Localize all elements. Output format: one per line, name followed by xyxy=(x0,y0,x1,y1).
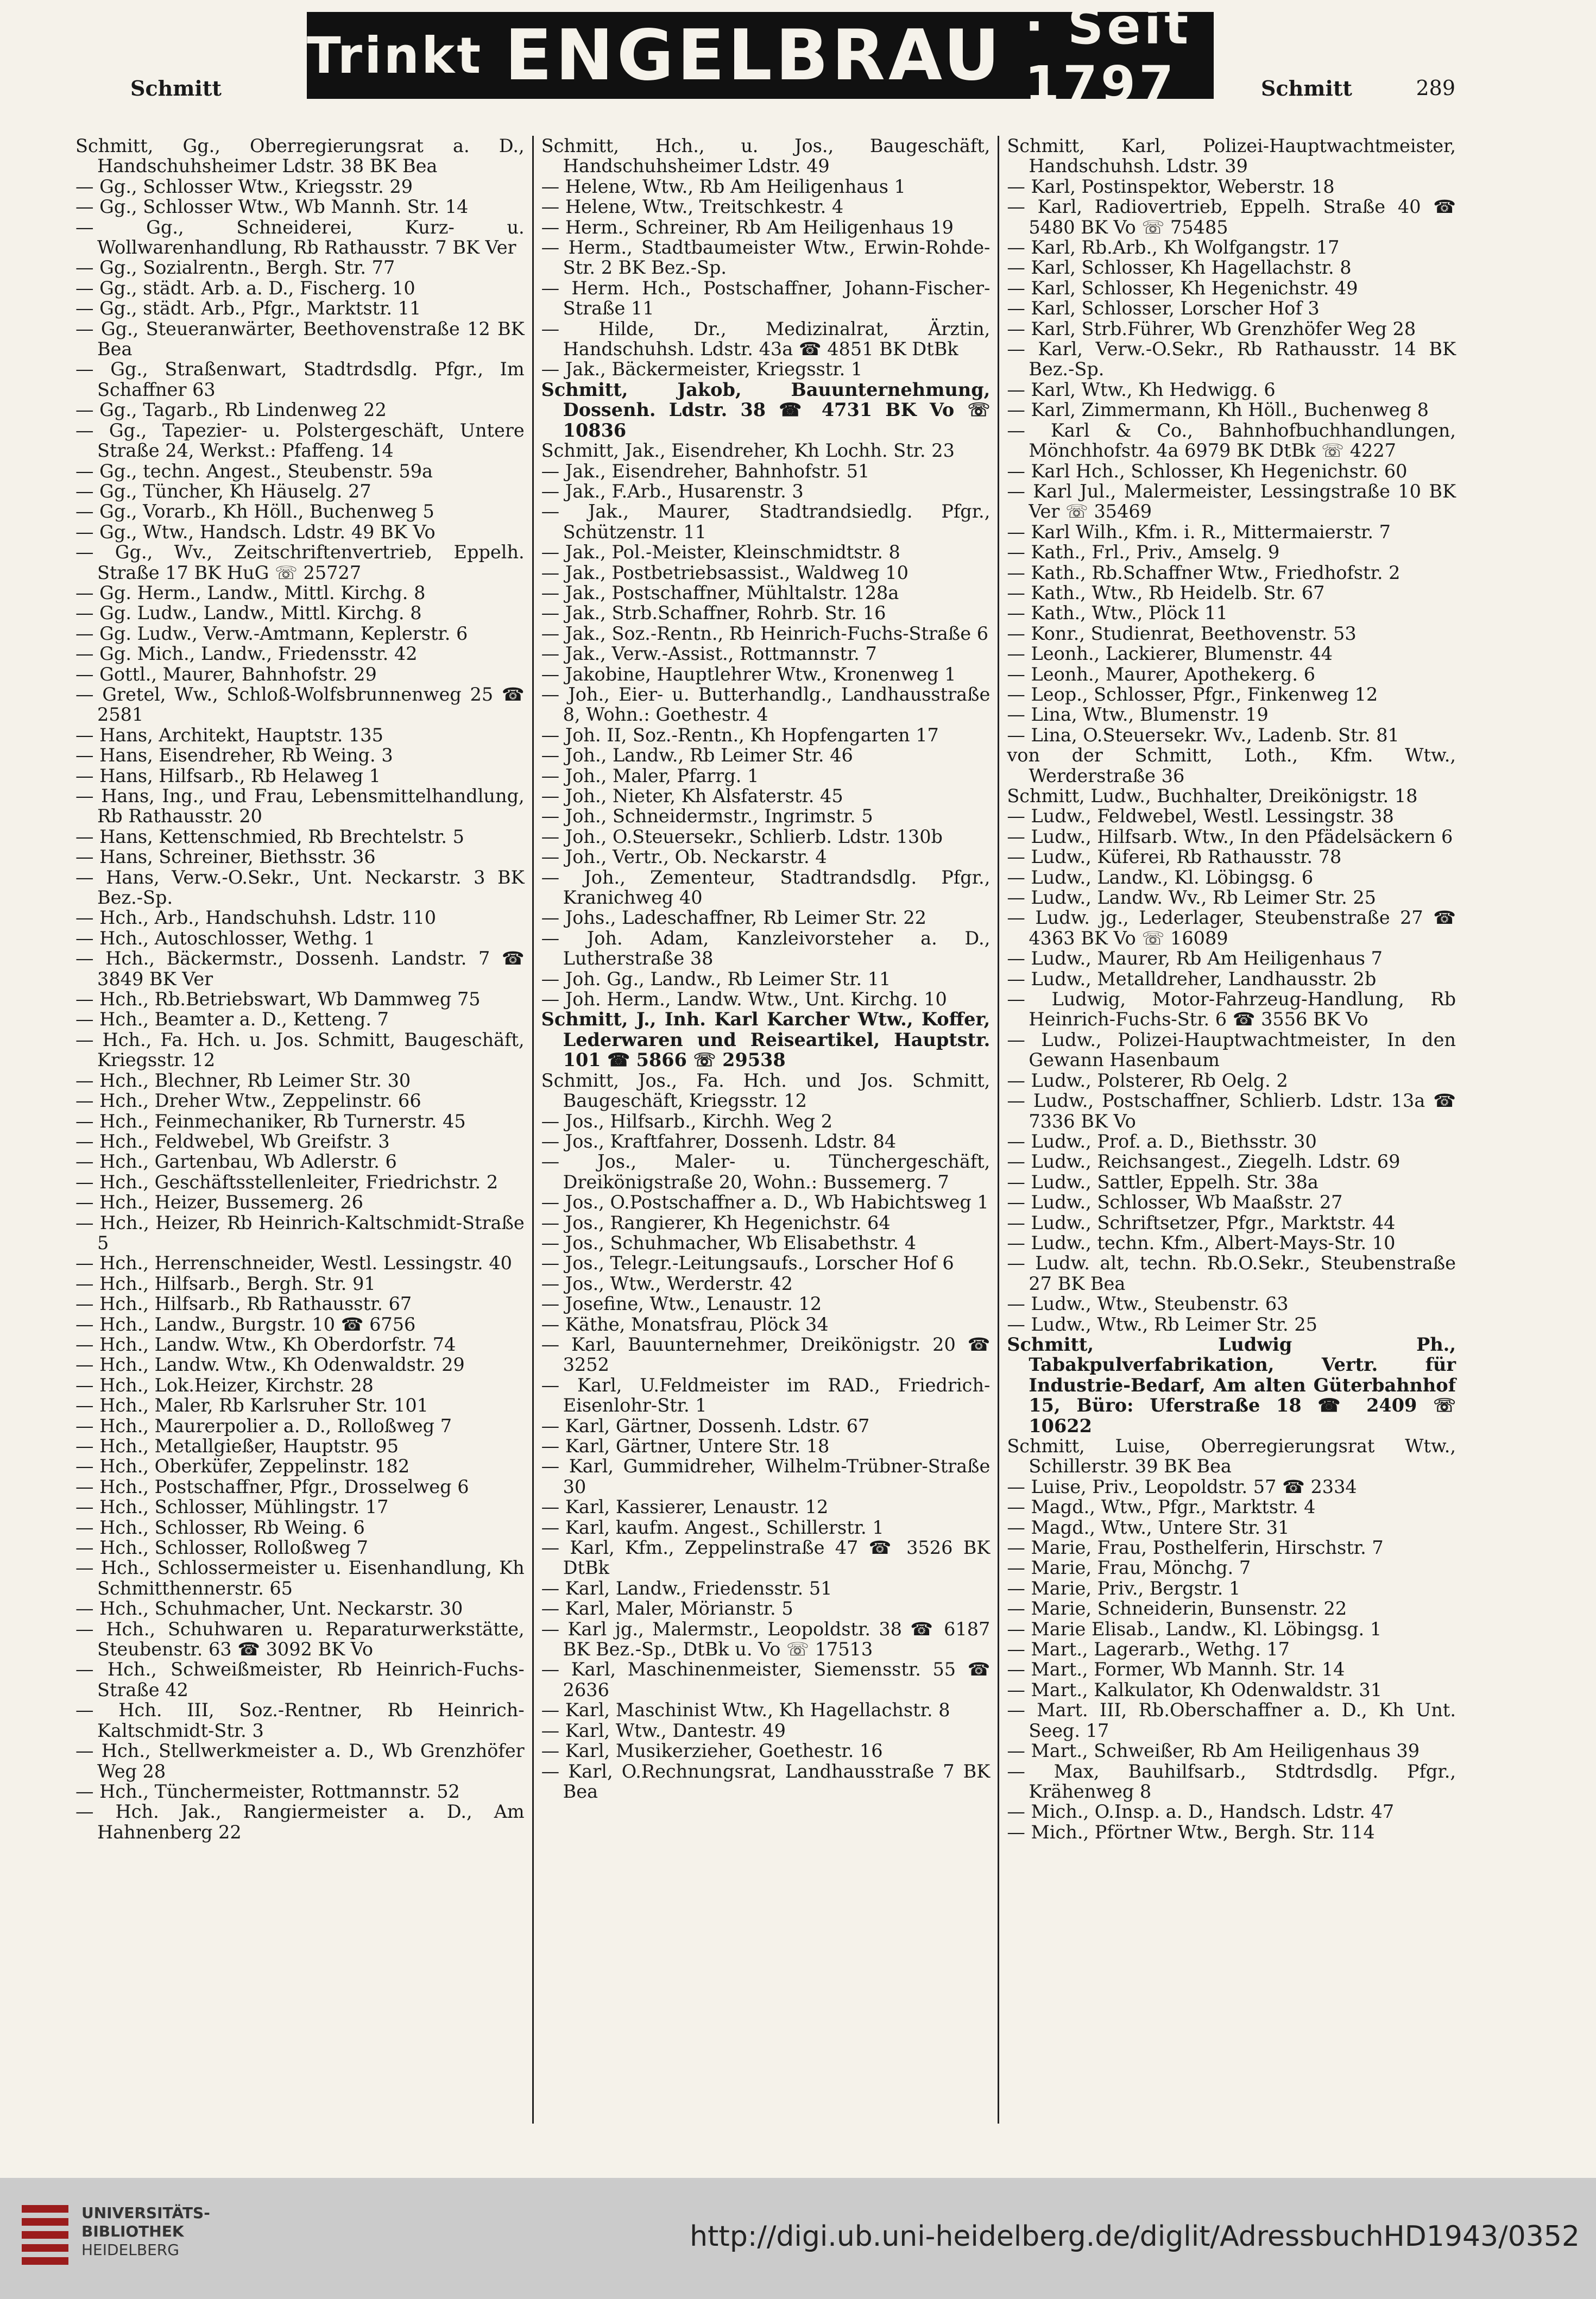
directory-entry: — Ludw., Reichsangest., Ziegelh. Ldstr. 69 xyxy=(1007,1151,1401,1173)
banner-left-text: Trinkt xyxy=(307,26,483,85)
directory-entry: — Joh. Herm., Landw. Wtw., Unt. Kirchg. 10 xyxy=(541,988,947,1010)
directory-entry: — Ludw., Schriftsetzer, Pfgr., Marktstr. 44 xyxy=(1007,1212,1396,1233)
source-url-link[interactable]: http://digi.ub.uni-heidelberg.de/diglit/AdressbuchHD1943/0352 xyxy=(690,2220,1580,2253)
directory-entry: — Hch. III, Soz.-Rentner, Rb Heinrich-Kaltschmidt-Str. 3 xyxy=(75,1699,525,1741)
directory-entry: — Joh., Zementeur, Stadtrandsdlg. Pfgr., Kranichweg 40 xyxy=(541,866,991,909)
directory-entry: — Hch., Bäckermstr., Dossenh. Landstr. 7 ☎ 3849 BK Ver xyxy=(75,948,525,990)
directory-entry: — Gg., städt. Arb., Pfgr., Marktstr. 11 xyxy=(75,298,421,319)
directory-entry: — Jakobine, Hauptlehrer Wtw., Kronenweg 1 xyxy=(541,663,956,685)
directory-entry: von der Schmitt, Loth., Kfm. Wtw., Werderstraße 36 xyxy=(1007,745,1456,786)
directory-entry: — Mart., Kalkulator, Kh Odenwaldstr. 31 xyxy=(1007,1679,1383,1700)
directory-entry: — Helene, Wtw., Rb Am Heiligenhaus 1 xyxy=(541,175,906,197)
directory-entry: — Mich., Pförtner Wtw., Bergh. Str. 114 xyxy=(1007,1821,1375,1843)
banner-brand-text: ENGELBRAU xyxy=(504,15,1004,96)
directory-entry: — Jak., Postbetriebsassist., Waldweg 10 xyxy=(541,562,909,583)
directory-entry: — Karl, Schlosser, Kh Hagellachstr. 8 xyxy=(1007,257,1352,279)
directory-entry: — Karl, Zimmermann, Kh Höll., Buchenweg 8 xyxy=(1007,399,1429,421)
directory-entry: — Karl, Gärtner, Untere Str. 18 xyxy=(541,1435,830,1457)
running-head xyxy=(65,76,1455,109)
directory-entry: — Konr., Studienrat, Beethovenstr. 53 xyxy=(1007,622,1357,644)
directory-entry: — Marie, Priv., Bergstr. 1 xyxy=(1007,1577,1241,1599)
directory-entry: — Gg., Steueranwärter, Beethovenstraße 12 BK Bea xyxy=(75,318,525,360)
directory-entry: — Kath., Rb.Schaffner Wtw., Friedhofstr. 2 xyxy=(1007,562,1401,583)
directory-entry: — Jak., Bäckermeister, Kriegsstr. 1 xyxy=(541,358,863,380)
directory-entry: — Gg. Ludw., Landw., Mittl. Kirchg. 8 xyxy=(75,602,422,624)
directory-entry: — Gg., Wv., Zeitschriftenvertrieb, Eppelh. Straße 17 BK HuG ☏ 25727 xyxy=(75,541,525,583)
directory-entry: — Ludw. alt, techn. Rb.O.Sekr., Steubenstraße 27 BK Bea xyxy=(1007,1252,1456,1294)
directory-entry: — Karl, Bauunternehmer, Dreikönigstr. 20 ☎ 3252 xyxy=(541,1333,991,1376)
viewer-footer xyxy=(0,2178,1596,2299)
directory-entry: — Hch., Rb.Betriebswart, Wb Dammweg 75 xyxy=(75,988,481,1010)
directory-entry: Schmitt, Jakob, Bauunternehmung, Dossenh. Ldstr. 38 ☎ 4731 BK Vo ☏ 10836 xyxy=(541,379,991,441)
directory-entry: — Karl Wilh., Kfm. i. R., Mittermaierstr. 7 xyxy=(1007,521,1391,543)
directory-entry: — Karl, U.Feldmeister im RAD., Friedrich-Eisenlohr-Str. 1 xyxy=(541,1374,991,1416)
directory-entry: — Ludwig, Motor-Fahrzeug-Handlung, Rb Heinrich-Fuchs-Str. 6 ☎ 3556 BK Vo xyxy=(1007,988,1456,1030)
directory-entry: — Ludw. jg., Lederlager, Steubenstraße 27 ☎ 4363 BK Vo ☏ 16089 xyxy=(1007,907,1456,949)
directory-entry: — Karl, Wtw., Kh Hedwigg. 6 xyxy=(1007,379,1276,400)
directory-entry: — Karl, Gummidreher, Wilhelm-Trübner-Straße 30 xyxy=(541,1456,991,1497)
directory-entry: — Jak., Soz.-Rentn., Rb Heinrich-Fuchs-Straße 6 xyxy=(541,622,989,644)
directory-entry: — Karl, Maschinenmeister, Siemensstr. 55 ☎ 2636 xyxy=(541,1659,991,1700)
directory-entry: — Hch., Hilfsarb., Bergh. Str. 91 xyxy=(75,1273,376,1294)
directory-entry: — Herm., Schreiner, Rb Am Heiligenhaus 19 xyxy=(541,216,954,238)
directory-entry: — Hch., Landw. Wtw., Kh Odenwaldstr. 29 xyxy=(75,1354,465,1376)
directory-entry: — Gretel, Ww., Schloß-Wolfsbrunnenweg 25 ☎ 2581 xyxy=(75,683,525,726)
directory-entry: — Ludw., Maurer, Rb Am Heiligenhaus 7 xyxy=(1007,948,1383,969)
directory-entry: — Jos., O.Postschaffner a. D., Wb Habichtsweg 1 xyxy=(541,1192,989,1213)
directory-entry: — Hch., Schuhmacher, Unt. Neckarstr. 30 xyxy=(75,1598,463,1620)
directory-entry: — Hch., Metallgießer, Hauptstr. 95 xyxy=(75,1435,399,1457)
running-head-left: Schmitt xyxy=(130,76,222,100)
directory-entry: — Mart., Former, Wb Mannh. Str. 14 xyxy=(1007,1659,1345,1680)
directory-entry: — Marie, Schneiderin, Bunsenstr. 22 xyxy=(1007,1598,1347,1620)
directory-entry: — Jos., Kraftfahrer, Dossenh. Ldstr. 84 xyxy=(541,1130,897,1152)
directory-entry: — Lina, Wtw., Blumenstr. 19 xyxy=(1007,704,1269,726)
directory-entry: Schmitt, J., Inh. Karl Karcher Wtw., Koffer, Lederwaren und Reiseartikel, Hauptstr. 101 ☎ 5866 ☏ 29538 xyxy=(541,1009,991,1071)
directory-entry: — Jos., Schuhmacher, Wb Elisabethstr. 4 xyxy=(541,1232,917,1254)
directory-entry: — Ludw., techn. Kfm., Albert-Mays-Str. 10 xyxy=(1007,1232,1396,1254)
institution-name xyxy=(81,2204,210,2259)
directory-entry: — Joh. Gg., Landw., Rb Leimer Str. 11 xyxy=(541,968,891,990)
directory-entry: Schmitt, Hch., u. Jos., Baugeschäft, Handschuhsheimer Ldstr. 49 xyxy=(541,136,991,177)
directory-entry: — Herm., Stadtbaumeister Wtw., Erwin-Rohde-Str. 2 BK Bez.-Sp. xyxy=(541,237,991,279)
directory-entry: — Johs., Ladeschaffner, Rb Leimer Str. 22 xyxy=(541,907,926,929)
directory-entry: — Gg., Wtw., Handsch. Ldstr. 49 BK Vo xyxy=(75,521,436,543)
directory-entry: — Joh., O.Steuersekr., Schlierb. Ldstr. 130b xyxy=(541,826,943,847)
directory-entry: — Jos., Maler- u. Tünchergeschäft, Dreikönigstraße 20, Wohn.: Bussemerg. 7 xyxy=(541,1151,991,1193)
directory-entry: — Jos., Hilfsarb., Kirchh. Weg 2 xyxy=(541,1110,833,1132)
directory-entry: — Hch., Landw., Burgstr. 10 ☎ 6756 xyxy=(75,1313,416,1335)
directory-entry: — Leonh., Maurer, Apothekerg. 6 xyxy=(1007,663,1316,685)
directory-entry: — Karl, Kfm., Zeppelinstraße 47 ☎ 3526 BK DtBk xyxy=(541,1537,991,1579)
institution-line-2: BIBLIOTHEK xyxy=(81,2222,184,2240)
directory-entry: — Kath., Wtw., Plöck 11 xyxy=(1007,602,1228,624)
directory-entry: — Karl, Maschinist Wtw., Kh Hagellachstr. 8 xyxy=(541,1699,950,1721)
directory-entry: — Hch., Schlosser, Rb Weing. 6 xyxy=(75,1516,365,1538)
directory-entry: — Karl Hch., Schlosser, Kh Hegenichstr. 60 xyxy=(1007,460,1408,482)
directory-entry: — Hch., Geschäftsstellenleiter, Friedrichstr. 2 xyxy=(75,1171,499,1193)
directory-entry: — Hch., Maler, Rb Karlsruher Str. 101 xyxy=(75,1395,428,1416)
directory-entry: — Ludw., Wtw., Rb Leimer Str. 25 xyxy=(1007,1313,1317,1335)
directory-entry: — Gg., Sozialrentn., Bergh. Str. 77 xyxy=(75,257,395,279)
directory-entry: — Mich., O.Insp. a. D., Handsch. Ldstr. 47 xyxy=(1007,1801,1395,1823)
directory-entry: — Joh. II, Soz.-Rentn., Kh Hopfengarten 17 xyxy=(541,724,939,746)
directory-entry: — Karl, Kassierer, Lenaustr. 12 xyxy=(541,1496,829,1518)
directory-entry: — Gottl., Maurer, Bahnhofstr. 29 xyxy=(75,663,377,685)
directory-entry: — Hch., Tünchermeister, Rottmannstr. 52 xyxy=(75,1780,460,1802)
directory-entry: — Jos., Wtw., Werderstr. 42 xyxy=(541,1273,793,1294)
directory-entry: — Hch., Schlosser, Mühlingstr. 17 xyxy=(75,1496,389,1518)
directory-entry: — Hans, Eisendreher, Rb Weing. 3 xyxy=(75,745,393,766)
directory-entry: — Ludw., Landw. Wv., Rb Leimer Str. 25 xyxy=(1007,887,1376,909)
directory-entry: — Gg. Herm., Landw., Mittl. Kirchg. 8 xyxy=(75,582,426,603)
directory-entry: — Hch., Hilfsarb., Rb Rathausstr. 67 xyxy=(75,1293,412,1315)
directory-entry: — Gg. Ludw., Verw.-Amtmann, Keplerstr. 6 xyxy=(75,622,468,644)
directory-entry: — Hch., Maurerpolier a. D., Rolloßweg 7 xyxy=(75,1415,452,1437)
directory-entry: — Karl jg., Malermstr., Leopoldstr. 38 ☎ 6187 BK Bez.-Sp., DtBk u. Vo ☏ 17513 xyxy=(541,1618,991,1660)
directory-entry: — Mart., Schweißer, Rb Am Heiligenhaus 39 xyxy=(1007,1740,1420,1762)
column-2 xyxy=(532,136,998,2124)
directory-entry: — Hch., Schlosser, Rolloßweg 7 xyxy=(75,1537,368,1559)
directory-entry: — Hch., Dreher Wtw., Zeppelinstr. 66 xyxy=(75,1090,421,1112)
directory-entry: — Kath., Frl., Priv., Amselg. 9 xyxy=(1007,541,1280,563)
directory-entry: — Ludw., Wtw., Steubenstr. 63 xyxy=(1007,1293,1289,1315)
directory-entry: — Käthe, Monatsfrau, Plöck 34 xyxy=(541,1313,829,1335)
directory-entry: — Gg., Schneiderei, Kurz- u. Wollwarenhandlung, Rb Rathausstr. 7 BK Ver xyxy=(75,216,525,259)
directory-entry: — Hch., Schuhwaren u. Reparaturwerkstätte, Steubenstr. 63 ☎ 3092 BK Vo xyxy=(75,1618,525,1660)
directory-entry: — Gg., Tüncher, Kh Häuselg. 27 xyxy=(75,480,371,502)
university-logo-icon xyxy=(22,2205,68,2265)
directory-entry: — Gg., Schlosser Wtw., Kriegsstr. 29 xyxy=(75,175,413,197)
directory-entry: — Gg., Tagarb., Rb Lindenweg 22 xyxy=(75,399,387,421)
directory-entry: Schmitt, Ludw., Buchhalter, Dreikönigstr. 18 xyxy=(1007,785,1418,807)
directory-entry: — Karl, Postinspektor, Weberstr. 18 xyxy=(1007,175,1335,197)
directory-entry: — Hch., Heizer, Rb Heinrich-Kaltschmidt-Straße 5 xyxy=(75,1212,525,1254)
directory-entry: Schmitt, Gg., Oberregierungsrat a. D., Handschuhsheimer Ldstr. 38 BK Bea xyxy=(75,136,525,177)
directory-entry: — Jak., Verw.-Assist., Rottmannstr. 7 xyxy=(541,643,877,665)
directory-entry: Schmitt, Luise, Oberregierungsrat Wtw., Schillerstr. 39 BK Bea xyxy=(1007,1435,1456,1477)
directory-entry: — Jak., Strb.Schaffner, Rohrb. Str. 16 xyxy=(541,602,886,624)
institution-line-3: HEIDELBERG xyxy=(81,2241,179,2259)
directory-entry: Schmitt, Jos., Fa. Hch. und Jos. Schmitt, Baugeschäft, Kriegsstr. 12 xyxy=(541,1069,991,1112)
directory-entry: — Ludw., Sattler, Eppelh. Str. 38a xyxy=(1007,1171,1319,1193)
directory-entry: — Lina, O.Steuersekr. Wv., Ladenb. Str. 81 xyxy=(1007,724,1399,746)
directory-entry: — Gg. Mich., Landw., Friedensstr. 42 xyxy=(75,643,418,665)
directory-entry: Schmitt, Ludwig Ph., Tabakpulverfabrikation, Vertr. für Industrie-Bedarf, Am alten Güterbahnhof 15, Büro: Uferstraße 18 ☎ 2409 ☏ 10622 xyxy=(1007,1333,1456,1437)
directory-entry: — Jak., Eisendreher, Bahnhofstr. 51 xyxy=(541,460,870,482)
directory-entry: — Hilde, Dr., Medizinalrat, Ärztin, Handschuhsh. Ldstr. 43a ☎ 4851 BK DtBk xyxy=(541,318,991,360)
directory-entry: — Hch., Stellwerkmeister a. D., Wb Grenzhöfer Weg 28 xyxy=(75,1740,525,1782)
directory-entry: — Jak., Maurer, Stadtrandsiedlg. Pfgr., Schützenstr. 11 xyxy=(541,501,991,543)
directory-entry: — Jak., Postschaffner, Mühltalstr. 128a xyxy=(541,582,899,603)
directory-entry: Schmitt, Jak., Eisendreher, Kh Lochh. Str. 23 xyxy=(541,440,955,462)
directory-entry: — Hch., Autoschlosser, Wethg. 1 xyxy=(75,927,375,949)
directory-entry: — Karl, Wtw., Dantestr. 49 xyxy=(541,1719,786,1741)
directory-entry: — Joh. Adam, Kanzleivorsteher a. D., Lutherstraße 38 xyxy=(541,927,991,969)
directory-entry: — Hans, Kettenschmied, Rb Brechtelstr. 5 xyxy=(75,826,464,847)
directory-entry: — Gg., Schlosser Wtw., Wb Mannh. Str. 14 xyxy=(75,196,469,218)
directory-entry: — Ludw., Küferei, Rb Rathausstr. 78 xyxy=(1007,846,1342,868)
directory-entry: — Mart. III, Rb.Oberschaffner a. D., Kh Unt. Seeg. 17 xyxy=(1007,1699,1456,1741)
directory-entry: — Hans, Verw.-O.Sekr., Unt. Neckarstr. 3 BK Bez.-Sp. xyxy=(75,866,525,909)
directory-entry: — Magd., Wtw., Untere Str. 31 xyxy=(1007,1516,1290,1538)
page-number: 289 xyxy=(1416,76,1455,100)
directory-entry: — Marie Elisab., Landw., Kl. Löbingsg. 1 xyxy=(1007,1618,1382,1640)
directory-columns xyxy=(68,136,1463,2124)
directory-entry: — Ludw., Polizei-Hauptwachtmeister, In den Gewann Hasenbaum xyxy=(1007,1029,1456,1071)
directory-entry: — Karl, Radiovertrieb, Eppelh. Straße 40 ☎ 5480 BK Vo ☏ 75485 xyxy=(1007,196,1456,238)
directory-entry: — Ludw., Postschaffner, Schlierb. Ldstr. 13a ☎ 7336 BK Vo xyxy=(1007,1090,1456,1132)
directory-entry: — Hch., Gartenbau, Wb Adlerstr. 6 xyxy=(75,1151,397,1173)
directory-entry: — Joh., Eier- u. Butterhandlg., Landhausstraße 8, Wohn.: Goethestr. 4 xyxy=(541,683,991,726)
directory-entry: — Karl, Schlosser, Kh Hegenichstr. 49 xyxy=(1007,277,1358,299)
directory-entry: — Jos., Rangierer, Kh Hegenichstr. 64 xyxy=(541,1212,891,1233)
directory-entry: — Jos., Telegr.-Leitungsaufs., Lorscher Hof 6 xyxy=(541,1252,954,1274)
banner-right-text: · Seit 1797 xyxy=(1025,0,1192,114)
directory-entry: — Karl, Musikerzieher, Goethestr. 16 xyxy=(541,1740,883,1762)
directory-entry: Schmitt, Karl, Polizei-Hauptwachtmeister, Handschuhsh. Ldstr. 39 xyxy=(1007,136,1456,177)
directory-entry: — Joh., Nieter, Kh Alsfaterstr. 45 xyxy=(541,785,843,807)
directory-entry: — Hch., Feldwebel, Wb Greifstr. 3 xyxy=(75,1130,390,1152)
directory-entry: — Max, Bauhilfsarb., Stdtrdsdlg. Pfgr., Krähenweg 8 xyxy=(1007,1760,1456,1802)
directory-entry: — Ludw., Prof. a. D., Biethsstr. 30 xyxy=(1007,1130,1317,1152)
directory-entry: — Ludw., Hilfsarb. Wtw., In den Pfädelsäckern 6 xyxy=(1007,826,1453,847)
directory-entry: — Mart., Lagerarb., Wethg. 17 xyxy=(1007,1639,1290,1660)
directory-entry: — Leonh., Lackierer, Blumenstr. 44 xyxy=(1007,643,1333,665)
directory-entry: — Hans, Architekt, Hauptstr. 135 xyxy=(75,724,383,746)
directory-entry: — Joh., Maler, Pfarrg. 1 xyxy=(541,765,759,786)
directory-entry: — Hch., Arb., Handschuhsh. Ldstr. 110 xyxy=(75,907,437,929)
directory-entry: — Karl, Landw., Friedensstr. 51 xyxy=(541,1577,832,1599)
column-3 xyxy=(998,136,1463,2124)
institution-line-1: UNIVERSITÄTS- xyxy=(81,2204,210,2222)
directory-entry: — Karl, Gärtner, Dossenh. Ldstr. 67 xyxy=(541,1415,870,1437)
directory-entry: — Hch., Feinmechaniker, Rb Turnerstr. 45 xyxy=(75,1110,466,1132)
directory-entry: — Hch., Beamter a. D., Ketteng. 7 xyxy=(75,1009,389,1030)
directory-entry: — Joh., Vertr., Ob. Neckarstr. 4 xyxy=(541,846,827,868)
directory-entry: — Joh., Schneidermstr., Ingrimstr. 5 xyxy=(541,805,873,827)
directory-entry: — Magd., Wtw., Pfgr., Marktstr. 4 xyxy=(1007,1496,1316,1518)
directory-entry: — Hans, Hilfsarb., Rb Helaweg 1 xyxy=(75,765,381,786)
directory-entry: — Helene, Wtw., Treitschkestr. 4 xyxy=(541,196,844,218)
directory-entry: — Ludw., Landw., Kl. Löbingsg. 6 xyxy=(1007,866,1314,888)
directory-entry: — Josefine, Wtw., Lenaustr. 12 xyxy=(541,1293,822,1315)
directory-entry: — Karl, Verw.-O.Sekr., Rb Rathausstr. 14 BK Bez.-Sp. xyxy=(1007,338,1456,380)
directory-entry: — Jak., F.Arb., Husarenstr. 3 xyxy=(541,480,804,502)
directory-entry: — Joh., Landw., Rb Leimer Str. 46 xyxy=(541,745,853,766)
directory-entry: — Hans, Schreiner, Biethsstr. 36 xyxy=(75,846,376,868)
directory-entry: — Gg., techn. Angest., Steubenstr. 59a xyxy=(75,460,433,482)
directory-entry: — Gg., Straßenwart, Stadtrdsdlg. Pfgr., Im Schaffner 63 xyxy=(75,358,525,400)
directory-entry: — Ludw., Metalldreher, Landhausstr. 2b xyxy=(1007,968,1377,990)
directory-entry: — Ludw., Schlosser, Wb Maaßstr. 27 xyxy=(1007,1192,1343,1213)
directory-entry: — Jak., Pol.-Meister, Kleinschmidtstr. 8 xyxy=(541,541,900,563)
directory-entry: — Marie, Frau, Posthelferin, Hirschstr. 7 xyxy=(1007,1537,1384,1559)
directory-entry: — Hch., Oberküfer, Zeppelinstr. 182 xyxy=(75,1456,410,1477)
directory-entry: — Hch., Postschaffner, Pfgr., Drosselweg 6 xyxy=(75,1476,469,1497)
directory-entry: — Luise, Priv., Leopoldstr. 57 ☎ 2334 xyxy=(1007,1476,1357,1497)
directory-entry: — Leop., Schlosser, Pfgr., Finkenweg 12 xyxy=(1007,683,1378,705)
directory-entry: — Gg., städt. Arb. a. D., Fischerg. 10 xyxy=(75,277,415,299)
directory-entry: — Hch., Blechner, Rb Leimer Str. 30 xyxy=(75,1069,411,1091)
directory-entry: — Hch., Schlossermeister u. Eisenhandlung, Kh Schmitthennerstr. 65 xyxy=(75,1557,525,1599)
directory-entry: — Ludw., Polsterer, Rb Oelg. 2 xyxy=(1007,1069,1288,1091)
directory-entry: — Hch., Fa. Hch. u. Jos. Schmitt, Baugeschäft, Kriegsstr. 12 xyxy=(75,1029,525,1071)
running-head-right: Schmitt xyxy=(1261,76,1352,100)
directory-entry: — Karl, Maler, Mörianstr. 5 xyxy=(541,1598,793,1620)
directory-entry: — Ludw., Feldwebel, Westl. Lessingstr. 38 xyxy=(1007,805,1394,827)
directory-entry: — Hch. Jak., Rangiermeister a. D., Am Hahnenberg 22 xyxy=(75,1801,525,1843)
directory-entry: — Karl, Schlosser, Lorscher Hof 3 xyxy=(1007,298,1320,319)
directory-entry: — Karl, kaufm. Angest., Schillerstr. 1 xyxy=(541,1516,884,1538)
directory-entry: — Marie, Frau, Mönchg. 7 xyxy=(1007,1557,1251,1579)
directory-entry: — Karl, Strb.Führer, Wb Grenzhöfer Weg 28 xyxy=(1007,318,1416,339)
directory-entry: — Hch., Landw. Wtw., Kh Oberdorfstr. 74 xyxy=(75,1333,456,1355)
directory-entry: — Karl Jul., Malermeister, Lessingstraße 10 BK Ver ☏ 35469 xyxy=(1007,480,1456,522)
directory-entry: — Karl, Rb.Arb., Kh Wolfgangstr. 17 xyxy=(1007,237,1340,259)
directory-entry: — Kath., Wtw., Rb Heidelb. Str. 67 xyxy=(1007,582,1325,603)
directory-entry: — Karl & Co., Bahnhofbuchhandlungen, Mönchhofstr. 4a 6979 BK DtBk ☏ 4227 xyxy=(1007,419,1456,462)
directory-entry: — Hch., Lok.Heizer, Kirchstr. 28 xyxy=(75,1374,374,1396)
directory-entry: — Karl, O.Rechnungsrat, Landhausstraße 7 BK Bea xyxy=(541,1760,991,1802)
directory-entry: — Gg., Tapezier- u. Polstergeschäft, Untere Straße 24, Werkst.: Pfaffeng. 14 xyxy=(75,419,525,462)
directory-entry: — Hch., Herrenschneider, Westl. Lessingstr. 40 xyxy=(75,1252,512,1274)
directory-entry: — Hch., Heizer, Bussemerg. 26 xyxy=(75,1192,363,1213)
directory-entry: — Hch., Schweißmeister, Rb Heinrich-Fuchs-Straße 42 xyxy=(75,1659,525,1700)
directory-entry: — Gg., Vorarb., Kh Höll., Buchenweg 5 xyxy=(75,501,434,522)
directory-entry: — Hans, Ing., und Frau, Lebensmittelhandlung, Rb Rathausstr. 20 xyxy=(75,785,525,827)
column-1 xyxy=(68,136,532,2124)
directory-entry: — Herm. Hch., Postschaffner, Johann-Fischer-Straße 11 xyxy=(541,277,991,319)
